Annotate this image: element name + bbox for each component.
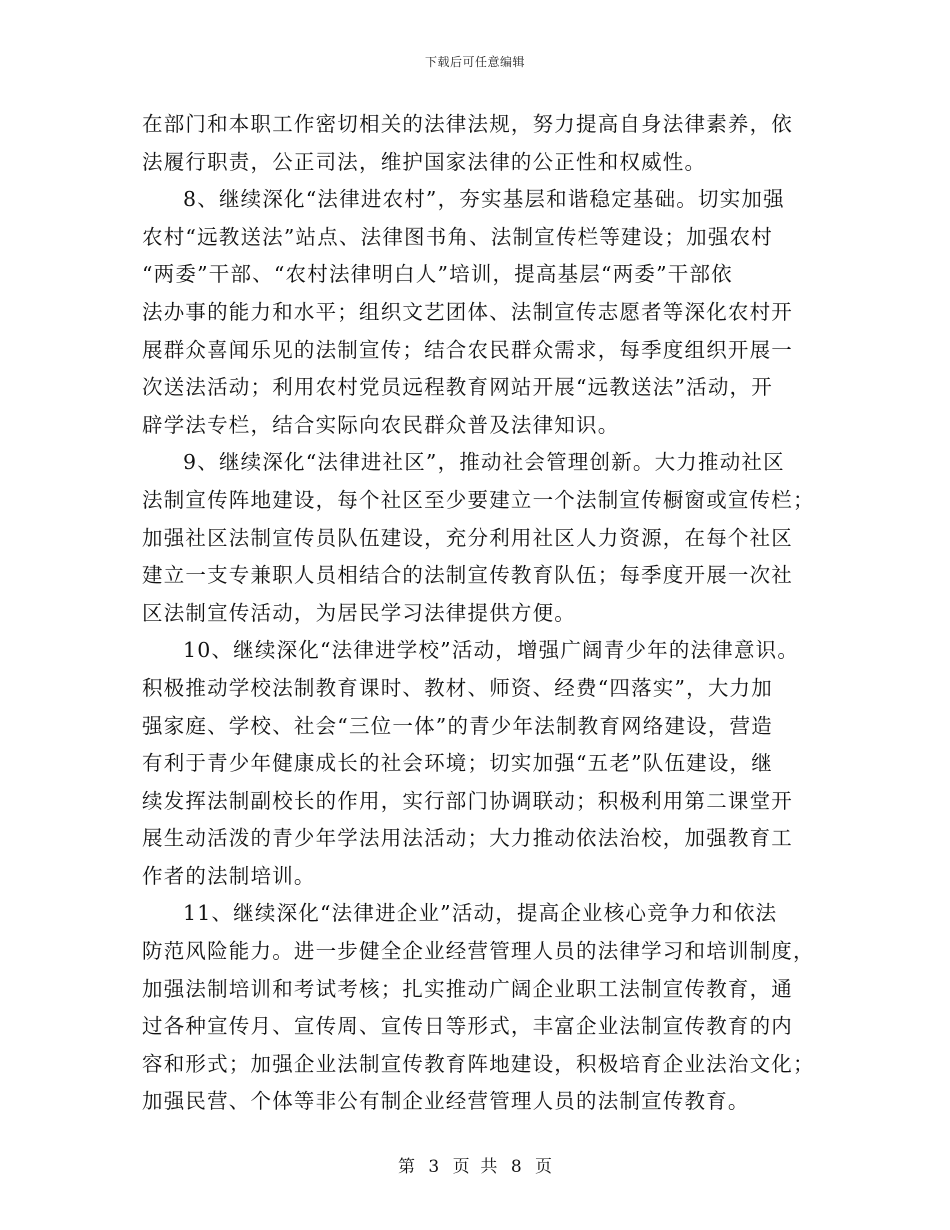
footer-middle: 页 共	[452, 1157, 498, 1177]
text-line: 次送法活动；利用农村党员远程教育网站开展“远教送法”活动，开	[142, 375, 773, 400]
text-line: 续发挥法制副校长的作用，实行部门协调联动；积极利用第二课堂开	[142, 788, 793, 813]
text-line: 区法制宣传活动，为居民学习法律提供方便。	[142, 600, 576, 625]
paragraph-item-11	[142, 895, 815, 1121]
text-line: 作者的法制培训。	[142, 863, 316, 888]
total-page-number: 8	[510, 1157, 522, 1177]
current-page-number: 3	[428, 1157, 440, 1177]
text-line: 加强社区法制宣传员队伍建设，充分利用社区人力资源，在每个社区	[142, 525, 793, 550]
paragraph-item-8	[142, 181, 812, 444]
paragraph-continuation	[142, 106, 812, 181]
text-line: 10、继续深化“法律进学校”活动，增强广阔青少年的法律意识。	[183, 638, 800, 663]
text-line: 加强法制培训和考试考核；扎实推动广阔企业职工法制宣传教育，通	[142, 976, 793, 1001]
text-line: 9、继续深化“法律进社区”，推动社会管理创新。大力推动社区	[183, 450, 785, 475]
text-line: “两委”干部、“农村法律明白人”培训，提高基层“两委”干部依	[142, 262, 733, 287]
page-header: 下载后可任意编辑	[424, 55, 525, 69]
text-line: 农村“远教送法”站点、法律图书角、法制宣传栏等建设；加强农村	[142, 224, 773, 249]
text-line: 法办事的能力和水平；组织文艺团体、法制宣传志愿者等深化农村开	[142, 299, 793, 324]
footer-prefix: 第	[397, 1157, 415, 1177]
text-line: 过各种宣传月、宣传周、宣传日等形式，丰富企业法制宣传教育的内	[142, 1014, 793, 1039]
text-line: 展生动活泼的青少年学法用法活动；大力推动依法治校，加强教育工	[142, 826, 793, 851]
text-line: 8、继续深化“法律进农村”，夯实基层和谐稳定基础。切实加强	[183, 187, 785, 212]
text-line: 加强民营、个体等非公有制企业经营管理人员的法制宣传教育。	[142, 1089, 750, 1114]
text-line: 容和形式；加强企业法制宣传教育阵地建设，积极培育企业法治文化；	[142, 1051, 815, 1076]
paragraph-item-9	[142, 444, 815, 632]
text-line: 在部门和本职工作密切相关的法律法规，努力提高自身法律素养，依	[142, 112, 793, 136]
text-line: 11、继续深化“法律进企业”活动，提高企业核心竞争力和依法	[183, 901, 778, 926]
document-body	[142, 106, 815, 1121]
text-line: 法制宣传阵地建设，每个社区至少要建立一个法制宣传橱窗或宣传栏；	[142, 487, 815, 512]
paragraph-item-10	[142, 632, 812, 895]
text-line: 积极推动学校法制教育课时、教材、师资、经费“四落实”，大力加	[142, 675, 773, 700]
text-line: 法履行职责，公正司法，维护国家法律的公正性和权威性。	[142, 149, 707, 174]
page-footer	[0, 1152, 950, 1177]
footer-suffix: 页	[535, 1157, 553, 1177]
text-line: 强家庭、学校、社会“三位一体”的青少年法制教育网络建设，营造	[142, 713, 773, 738]
text-line: 展群众喜闻乐见的法制宣传；结合农民群众需求，每季度组织开展一	[142, 337, 793, 362]
text-line: 建立一支专兼职人员相结合的法制宣传教育队伍；每季度开展一次社	[142, 563, 793, 588]
text-line: 有利于青少年健康成长的社会环境；切实加强“五老”队伍建设，继	[142, 751, 773, 776]
text-line: 防范风险能力。进一步健全企业经营管理人员的法律学习和培训制度，	[142, 939, 815, 964]
text-line: 辟学法专栏，结合实际向农民群众普及法律知识。	[142, 412, 620, 437]
